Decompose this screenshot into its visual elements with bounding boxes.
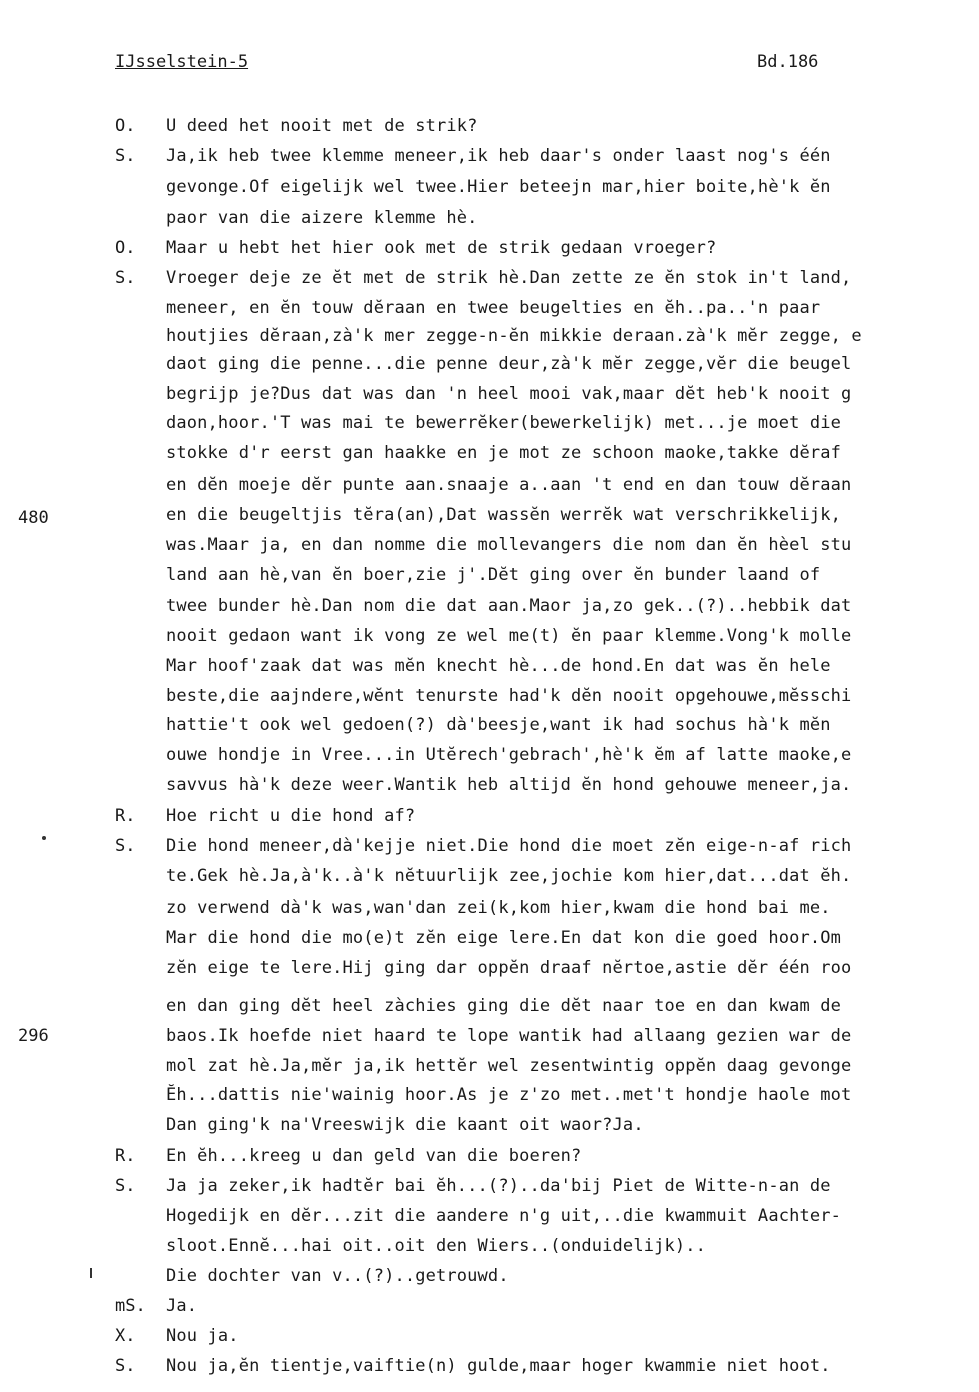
speaker-label: S. (115, 146, 136, 166)
transcript-line: baos.Ik hoefde niet haard te lope wantik had allaang gezien war de (166, 1026, 852, 1046)
transcript-line: Die hond meneer,dà'kejje niet.Die hond die moet zĕn eige-n-af rich (166, 836, 852, 856)
speaker-label: O. (115, 238, 136, 258)
transcript-line: land aan hè,van ĕn boer,zie j'.Dĕt ging over ĕn bunder laand of (166, 565, 821, 585)
transcript-line: savvus hà'k deze weer.Wantik heb altijd ĕn hond gehouwe meneer,ja. (166, 775, 852, 795)
transcript-line: U deed het nooit met de strik? (166, 116, 478, 136)
transcript-line: gevonge.Of eigelijk wel twee.Hier beteejn mar,hier boite,hè'k ĕn (166, 177, 831, 197)
transcript-line: te.Gek hè.Ja,à'k..à'k nĕtuurlijk zee,jochie kom hier,dat...dat ĕh. (166, 866, 852, 886)
transcript-line: daon,hoor.'T was mai te bewerrĕker(bewerkelijk) met...je moet die (166, 413, 842, 433)
page-number: Bd.186 (757, 52, 819, 72)
transcript-line: sloot.Ennĕ...hai oit..oit den Wiers..(onduidelijk).. (166, 1236, 707, 1256)
margin-counter: 296 (18, 1026, 49, 1046)
transcript-line: Ja,ik heb twee klemme meneer,ik heb daar's onder laast nog's één (166, 146, 831, 166)
transcript-line: meneer, en ĕn touw dĕraan en twee beugelties en ĕh..pa..'n paar (166, 298, 821, 318)
speaker-label: X. (115, 1326, 136, 1346)
transcript-line: Maar u hebt het hier ook met de strik gedaan vroeger? (166, 238, 717, 258)
transcript-line: mol zat hè.Ja,mĕr ja,ik hettĕr wel zesentwintig oppĕn daag gevonge (166, 1056, 852, 1076)
transcript-line: stokke d'r eerst gan haakke en je mot ze schoon maoke,takke dĕraf (166, 443, 842, 463)
transcript-line: begrijp je?Dus dat was dan 'n heel mooi vak,maar dĕt heb'k nooit g (166, 384, 852, 404)
transcript-line: paor van die aizere klemme hè. (166, 208, 478, 228)
margin-dot (42, 836, 46, 840)
transcript-line: Hoe richt u die hond af? (166, 806, 416, 826)
transcript-line: nooit gedaon want ik vong ze wel me(t) ĕn paar klemme.Vong'k molle (166, 626, 852, 646)
transcript-line: Mar die hond die mo(e)t zĕn eige lere.En dat kon die goed hoor.Om (166, 928, 842, 948)
transcript-line: hattie't ook wel gedoen(?) dà'beesje,want ik had sochus hà'k mĕn (166, 715, 831, 735)
speaker-label: R. (115, 1146, 136, 1166)
speaker-label: S. (115, 268, 136, 288)
speaker-label: mS. (115, 1296, 146, 1316)
transcript-line: Dan ging'k na'Vreeswijk die kaant oit waor?Ja. (166, 1115, 644, 1135)
speaker-label: O. (115, 116, 136, 136)
transcript-line: en dĕn moeje dĕr punte aan.snaaje a..aan 't end en dan touw dĕraan (166, 475, 852, 495)
transcript-line: twee bunder hè.Dan nom die dat aan.Maor ja,zo gek..(?)..hebbik dat (166, 596, 852, 616)
transcript-line: Ja ja zeker,ik hadtĕr bai ĕh...(?)..da'bij Piet de Witte-n-an de (166, 1176, 831, 1196)
transcript-line: en die beugeltjis tĕra(an),Dat wassĕn werrĕk wat verschrikkelijk, (166, 505, 842, 525)
transcript-line: ouwe hondje in Vree...in Utĕrech'gebrach',hè'k ĕm af latte maoke,e (166, 745, 852, 765)
transcript-line: Ĕh...dattis nie'wainig hoor.As je z'zo met..met't hondje haole mot (166, 1085, 852, 1105)
transcript-line: Nou ja. (166, 1326, 239, 1346)
transcript-line: Nou ja,ĕn tientje,vaiftie(n) gulde,maar hoger kwammie niet hoot. (166, 1356, 831, 1376)
transcript-line: beste,die aajndere,wĕnt tenurste had'k dĕn nooit opgehouwe,mĕsschi (166, 686, 852, 706)
document-title: IJsselstein-5 (115, 52, 249, 72)
transcript-line: daot ging die penne...die penne deur,zà'k mĕr zegge,vĕr die beugel (166, 354, 852, 374)
transcript-line: Mar hoof'zaak dat was mĕn knecht hè...de hond.En dat was ĕn hele (166, 656, 831, 676)
transcript-line: Hogedijk en dĕr...zit die aandere n'g uit,..die kwammuit Aachter- (166, 1206, 842, 1226)
transcript-line: Ja. (166, 1296, 198, 1316)
transcript-line: zo verwend dà'k was,wan'dan zei(k,kom hier,kwam die hond bai me. (166, 898, 831, 918)
speaker-label: S. (115, 1356, 136, 1376)
transcript-line: Die dochter van v..(?)..getrouwd. (166, 1266, 509, 1286)
transcript-line: en dan ging dĕt heel zàchies ging die dĕt naar toe en dan kwam de (166, 996, 842, 1016)
transcript-line: was.Maar ja, en dan nomme die mollevangers die nom dan ĕn hèel stu (166, 535, 852, 555)
transcript-line: houtjies dĕraan,zà'k mer zegge-n-ĕn mikkie deraan.zà'k mĕr zegge, e (166, 326, 862, 346)
margin-counter: 480 (18, 508, 49, 528)
speaker-label: S. (115, 836, 136, 856)
transcript-line: Vroeger deje ze ĕt met de strik hè.Dan zette ze ĕn stok in't land, (166, 268, 852, 288)
speaker-label: R. (115, 806, 136, 826)
speaker-label: S. (115, 1176, 136, 1196)
margin-tick (90, 1268, 92, 1278)
transcript-line: zĕn eige te lere.Hij ging dar oppĕn draaf nĕrtoe,astie dĕr één roo (166, 958, 852, 978)
transcript-line: En ĕh...kreeg u dan geld van die boeren? (166, 1146, 582, 1166)
